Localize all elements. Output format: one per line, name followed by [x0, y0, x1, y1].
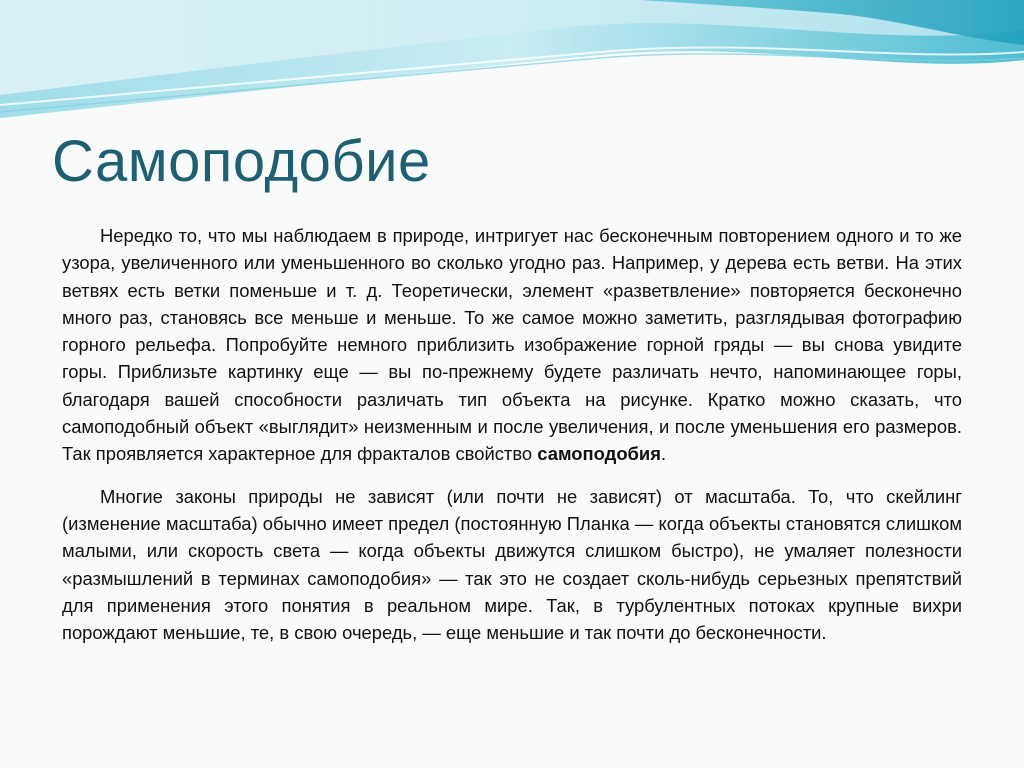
slide-body — [62, 222, 962, 646]
decorative-wave-header — [0, 0, 1024, 130]
paragraph-2: Многие законы природы не зависят (или почти не зависят) от масштаба. То, что скейлинг (изменение масштаба) обычно имеет предел (постоянную Планка — когда объекты становятся слишком малыми, или скорость света — когда объекты движутся слишком быстро), не умаляет полезности «размышлений в терминах самоподобия» — так это не создает сколь-нибудь серьезных препятствий для применения этого понятия в реальном мире. Так, в турбулентных потоках крупные вихри порождают меньшие, те, в свою очередь, — еще меньшие и так почти до бесконечности. — [62, 485, 962, 644]
slide-title: Самоподобие — [52, 129, 431, 194]
paragraph-1 — [62, 222, 962, 468]
paragraph-1-text: Нередко то, что мы наблюдаем в природе, интригует нас бесконечным повторением одного и то же узора, увеличенного или уменьшенного во сколько угодно раз. Например, у дерева есть ветви. На этих ветвях есть ветки поменьше и т. д. Теоретически, элемент «разветвление» повторяется бесконечно много раз, становясь все меньше и меньше. То же самое можно заметить, разглядывая фотографию горного рельефа. Попробуйте немного приблизить изображение горной гряды — вы снова увидите горы. Приблизьте картинку еще — вы по-прежнему будете различать нечто, напоминающее горы, благодаря вашей способности различать тип объекта на рисунке. Кратко можно сказать, что самоподобный объект «выглядит» неизменным и после увеличения, и после уменьшения его размеров. Так проявляется характерное для фракталов свойство — [62, 225, 962, 465]
paragraph-1-end: . — [660, 443, 667, 465]
bold-term: самоподобия — [537, 443, 661, 465]
